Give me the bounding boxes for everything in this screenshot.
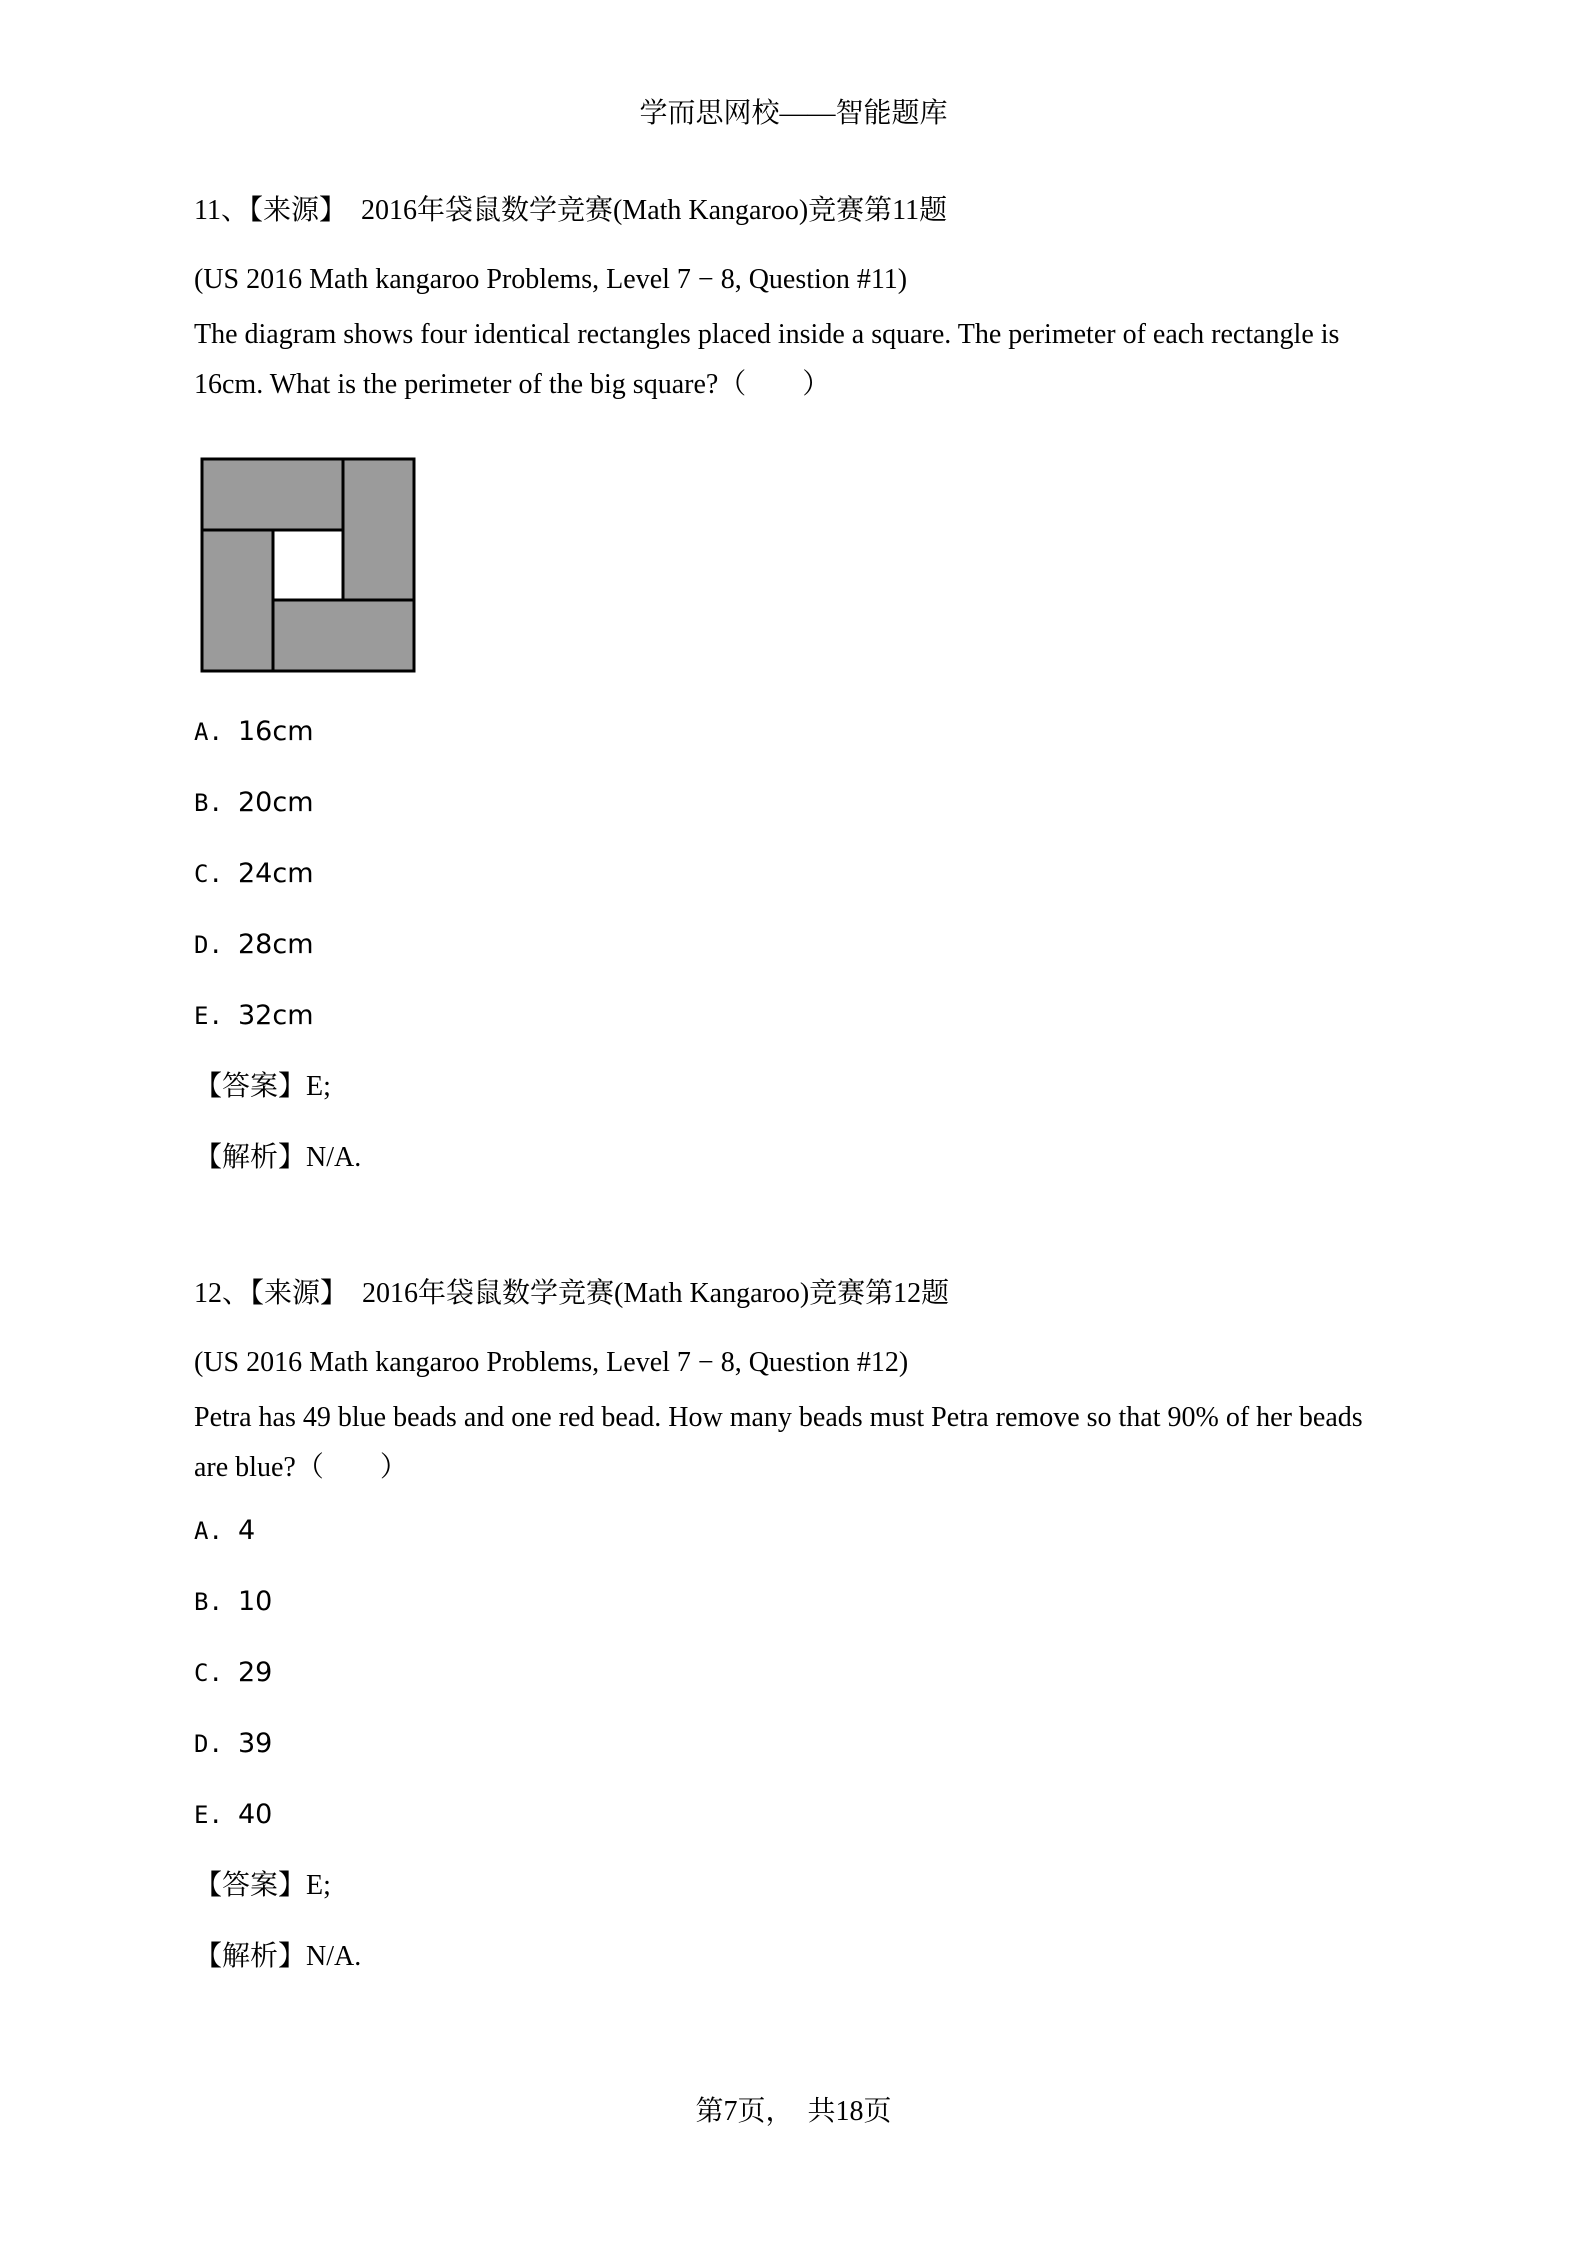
source-text: 2016年袋鼠数学竞赛(Math Kangaroo)竞赛第11题 [360,195,948,226]
option-value: 16cm [238,716,314,747]
option-c [194,1655,1414,1691]
question-body-line: Petra has 49 blue beads and one red bead. How many beads must Petra remove so that 90% of her beads [194,1402,1363,1433]
question-body [194,310,1414,410]
option-letter: C. [194,860,223,888]
option-letter: D. [194,931,223,959]
source-label: 【来源】 [248,195,347,226]
option-d [194,927,1414,963]
source-text: 2016年袋鼠数学竞赛(Math Kangaroo)竞赛第12题 [362,1278,950,1309]
answer-value: E; [306,1870,331,1901]
answer-label: 【答案】 [194,1071,307,1102]
question-source-line [194,1276,1414,1312]
figure-rectangle-bottom [273,600,414,671]
analysis-line [194,1939,1414,1975]
option-e [194,998,1414,1034]
option-value: 28cm [238,929,314,960]
option-value: 32cm [238,1000,314,1031]
question-source-line [194,193,1414,229]
answer-line [194,1868,1414,1904]
option-letter: E. [194,1002,223,1030]
question-reference: (US 2016 Math kangaroo Problems, Level 7 − 8, Question #12) [194,1347,909,1378]
question-number: 11、 [194,195,249,226]
option-value: 29 [238,1657,273,1688]
option-a [194,714,1414,750]
source-label: 【来源】 [250,1278,349,1309]
page-header: 学而思网校——智能题库 [639,98,948,129]
answer-line [194,1069,1414,1105]
option-value: 39 [238,1728,273,1759]
option-letter: A. [194,1517,223,1545]
analysis-line [194,1140,1414,1176]
figure-inner-square [273,530,343,600]
option-value: 24cm [238,858,314,889]
rectangles-in-square-figure [200,457,418,675]
question-body [194,1393,1414,1493]
option-value: 4 [238,1515,256,1546]
question-11 [194,193,1414,410]
answer-label: 【答案】 [194,1870,307,1901]
question-body-line: 16cm. What is the perimeter of the big square?（ ） [194,369,831,400]
option-letter: E. [194,1801,223,1829]
option-letter: D. [194,1730,223,1758]
option-a [194,1513,1414,1549]
question-number: 12、 [194,1278,251,1309]
option-c [194,856,1414,892]
figure-rectangle-right [343,459,414,600]
option-b [194,785,1414,821]
option-letter: B. [194,1588,223,1616]
question-11-options [194,714,1414,1176]
question-body-line: are blue?（ ） [194,1452,408,1483]
question-reference: (US 2016 Math kangaroo Problems, Level 7 − 8, Question #11) [194,264,908,295]
analysis-label: 【解析】 [194,1941,307,1972]
figure-rectangle-left [202,530,273,671]
option-letter: A. [194,718,223,746]
answer-value: E; [306,1071,331,1102]
option-value: 10 [238,1586,273,1617]
option-d [194,1726,1414,1762]
analysis-value: N/A. [306,1941,362,1972]
page-footer: 第7页， 共18页 [695,2096,892,2127]
figure-rectangle-top [202,459,343,530]
option-letter: B. [194,789,223,817]
analysis-value: N/A. [306,1142,362,1173]
option-e [194,1797,1414,1833]
option-value: 20cm [238,787,314,818]
option-value: 40 [238,1799,273,1830]
question-12 [194,1276,1414,1975]
analysis-label: 【解析】 [194,1142,307,1173]
option-letter: C. [194,1659,223,1687]
option-b [194,1584,1414,1620]
question-12-options [194,1513,1414,1975]
question-body-line: The diagram shows four identical rectangles placed inside a square. The perimeter of each rectangle is [194,319,1340,350]
